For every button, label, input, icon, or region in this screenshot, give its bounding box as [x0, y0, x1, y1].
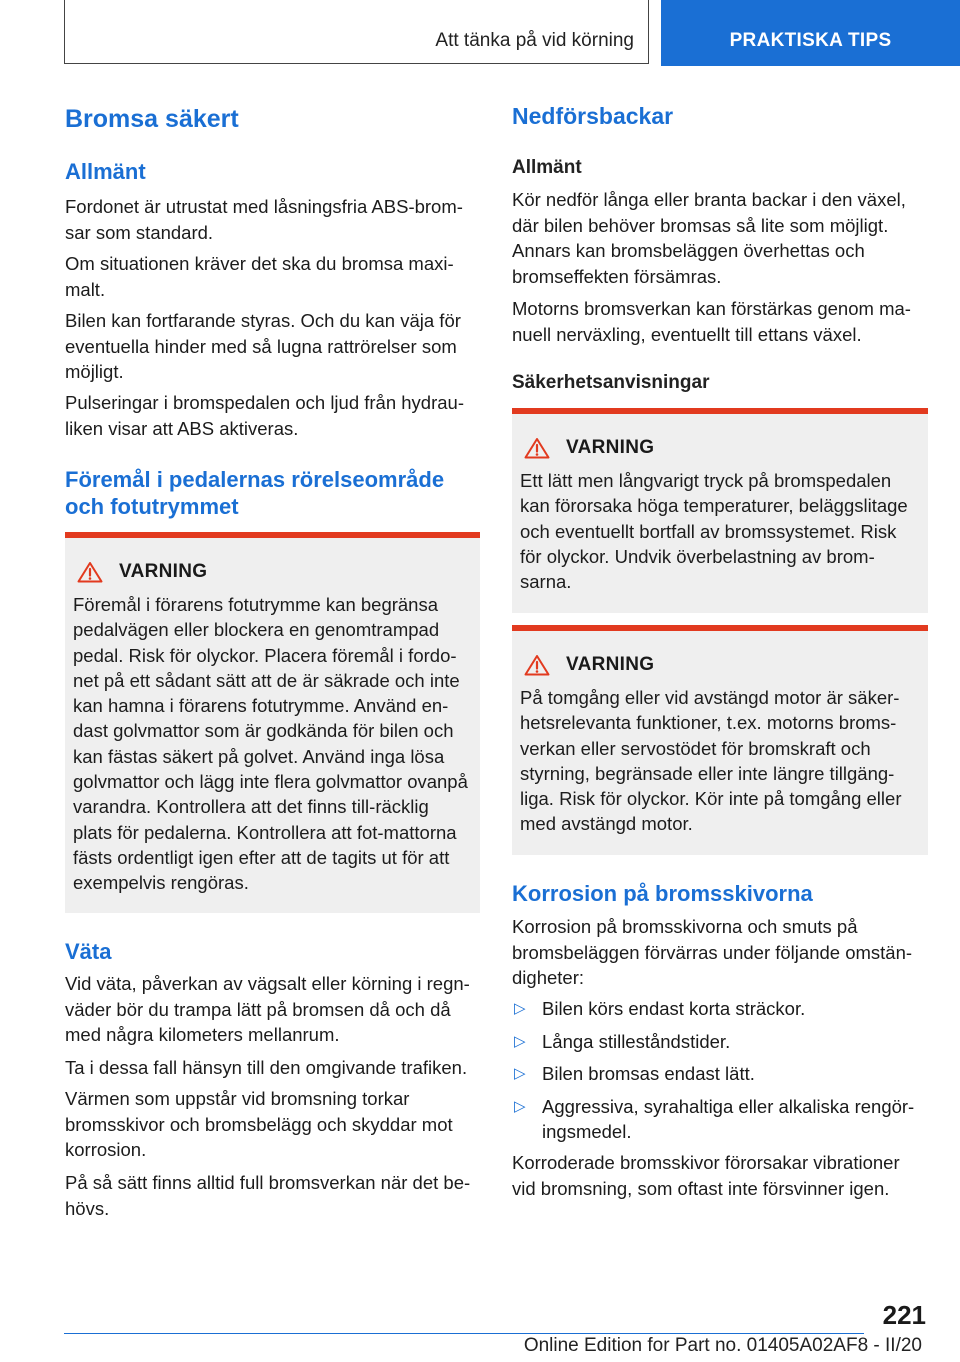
warning-box [512, 408, 928, 613]
list-item: ▷ Bilen körs endast korta sträckor. [512, 996, 928, 1022]
triangle-bullet-icon: ▷ [514, 1065, 526, 1082]
corrosion-heading: Korrosion på bromsskivorna [512, 881, 813, 906]
general-heading: Allmänt [65, 159, 146, 184]
triangle-bullet-icon: ▷ [514, 1032, 526, 1050]
safety-subheading: Säkerhetsanvisningar [512, 372, 710, 393]
general-paragraph: Fordonet är utrustat med låsningsfria ABS-brom‐sar som standard. [65, 196, 463, 243]
footer-divider [64, 1333, 864, 1334]
warning-text: Föremål i förarens fotutrymme kan begränsa pedalvägen eller blockera en genomtrampad pedal. Risk för olyckor. Placera föremål i fordo‐net på ett sådant sätt att de är säkrade och inte kan hamna i förarens fotutrymme. Använd en‐dast golvmattor som är godkända för bilen och kan fästas säkert på golvet. Använd inga lösa golvmattor och lägg inte flera golvmattor ovanpå varandra. Kontrollera att det finns till‐räcklig plats för pedalerna. Kontrollera att fot‐mattorna fästs ordentligt igen efter att de tagits ut för att exempelvis rengöras. [73, 594, 468, 894]
wet-paragraph: På så sätt finns alltid full bromsverkan när det be‐hövs. [65, 1172, 471, 1219]
page-title: Bromsa säkert [65, 105, 239, 133]
triangle-bullet-icon: ▷ [514, 1000, 526, 1017]
downhill-paragraph: Motorns bromsverkan kan förstärkas genom ma‐nuell nerväxling, eventuellt till ettans växel. [512, 298, 911, 345]
corrosion-paragraph: Korroderade bromsskivor förorsakar vibrationer vid bromsning, som oftast inte försvinner igen. [512, 1152, 900, 1199]
corrosion-paragraph: Korrosion på bromsskivorna och smuts på bromsbeläggen förvärras under följande omstän‐digheter: [512, 916, 913, 988]
wet-paragraph: Ta i dessa fall hänsyn till den omgivande trafiken. [65, 1057, 468, 1078]
chapter-title: Att tänka på vid körning [435, 30, 634, 51]
objects-heading: Föremål i pedalernas rörelseområde och fotutrymmet [65, 467, 445, 519]
downhill-paragraph: Kör nedför långa eller branta backar i den växel, där bilen behöver bromsas så lite som möjligt. Annars kan bromsbeläggen överhettas och bromseffekten försämras. [512, 189, 906, 287]
section-header [661, 0, 960, 66]
edition-footer: Online Edition for Part no. 01405A02AF8 - II/20 [523, 1335, 922, 1356]
wet-paragraph: Värmen som uppstår vid bromsning torkar bromsskivor och bromsbelägg och skyddar mot korrosion. [65, 1088, 453, 1160]
corrosion-list [512, 996, 928, 1145]
warning-label: VARNING [566, 654, 655, 675]
general-paragraph: Om situationen kräver det ska du bromsa maxi‐malt. [65, 253, 454, 300]
wet-heading: Väta [65, 939, 112, 964]
downhill-heading: Nedförsbackar [512, 103, 674, 129]
list-item: ▷ Aggressiva, syrahaltiga eller alkaliska rengör‐ingsmedel. [514, 1095, 915, 1142]
warning-triangle-icon [524, 654, 550, 676]
chapter-header [64, 0, 649, 64]
page-number: 221 [882, 1300, 926, 1330]
warning-triangle-icon [77, 561, 103, 583]
general-paragraph: Pulseringar i bromspedalen och ljud från hydrau‐liken visar att ABS aktiveras. [65, 392, 464, 439]
warning-triangle-icon [524, 437, 550, 459]
warning-text: Ett lätt men långvarigt tryck på bromspedalen kan förorsaka höga temperaturer, beläggslitage och eventuellt bortfall av bromssystemet. Risk för olyckor. Undvik överbelastning av brom‐sarna. [520, 470, 908, 593]
warning-label: VARNING [119, 561, 208, 582]
list-item: ▷ Långa stilleståndstider. [512, 1029, 928, 1055]
warning-box [512, 625, 928, 855]
triangle-bullet-icon: ▷ [514, 1097, 526, 1115]
general-subheading: Allmänt [512, 157, 582, 178]
warning-box [65, 532, 480, 913]
section-title: PRAKTISKA TIPS [729, 30, 892, 51]
warning-text: På tomgång eller vid avstängd motor är säker‐hetsrelevanta funktioner, t.ex. motorns broms‐verkan eller servostödet för bromskraft och styrning, begränsade eller inte längre tillgäng‐liga. Risk för olyckor. Kör inte på tomgång eller med avstängd motor. [520, 687, 902, 835]
general-paragraph: Bilen kan fortfarande styras. Och du kan väja för eventuella hinder med så lugna rattrörelser som möjligt. [65, 310, 461, 382]
list-item: ▷ Bilen bromsas endast lätt. [512, 1061, 928, 1087]
wet-paragraph: Vid väta, påverkan av vägsalt eller körning i regn‐väder bör du trampa lätt på bromsen då och då med några kilometers mellanrum. [65, 973, 470, 1045]
warning-label: VARNING [566, 437, 655, 458]
